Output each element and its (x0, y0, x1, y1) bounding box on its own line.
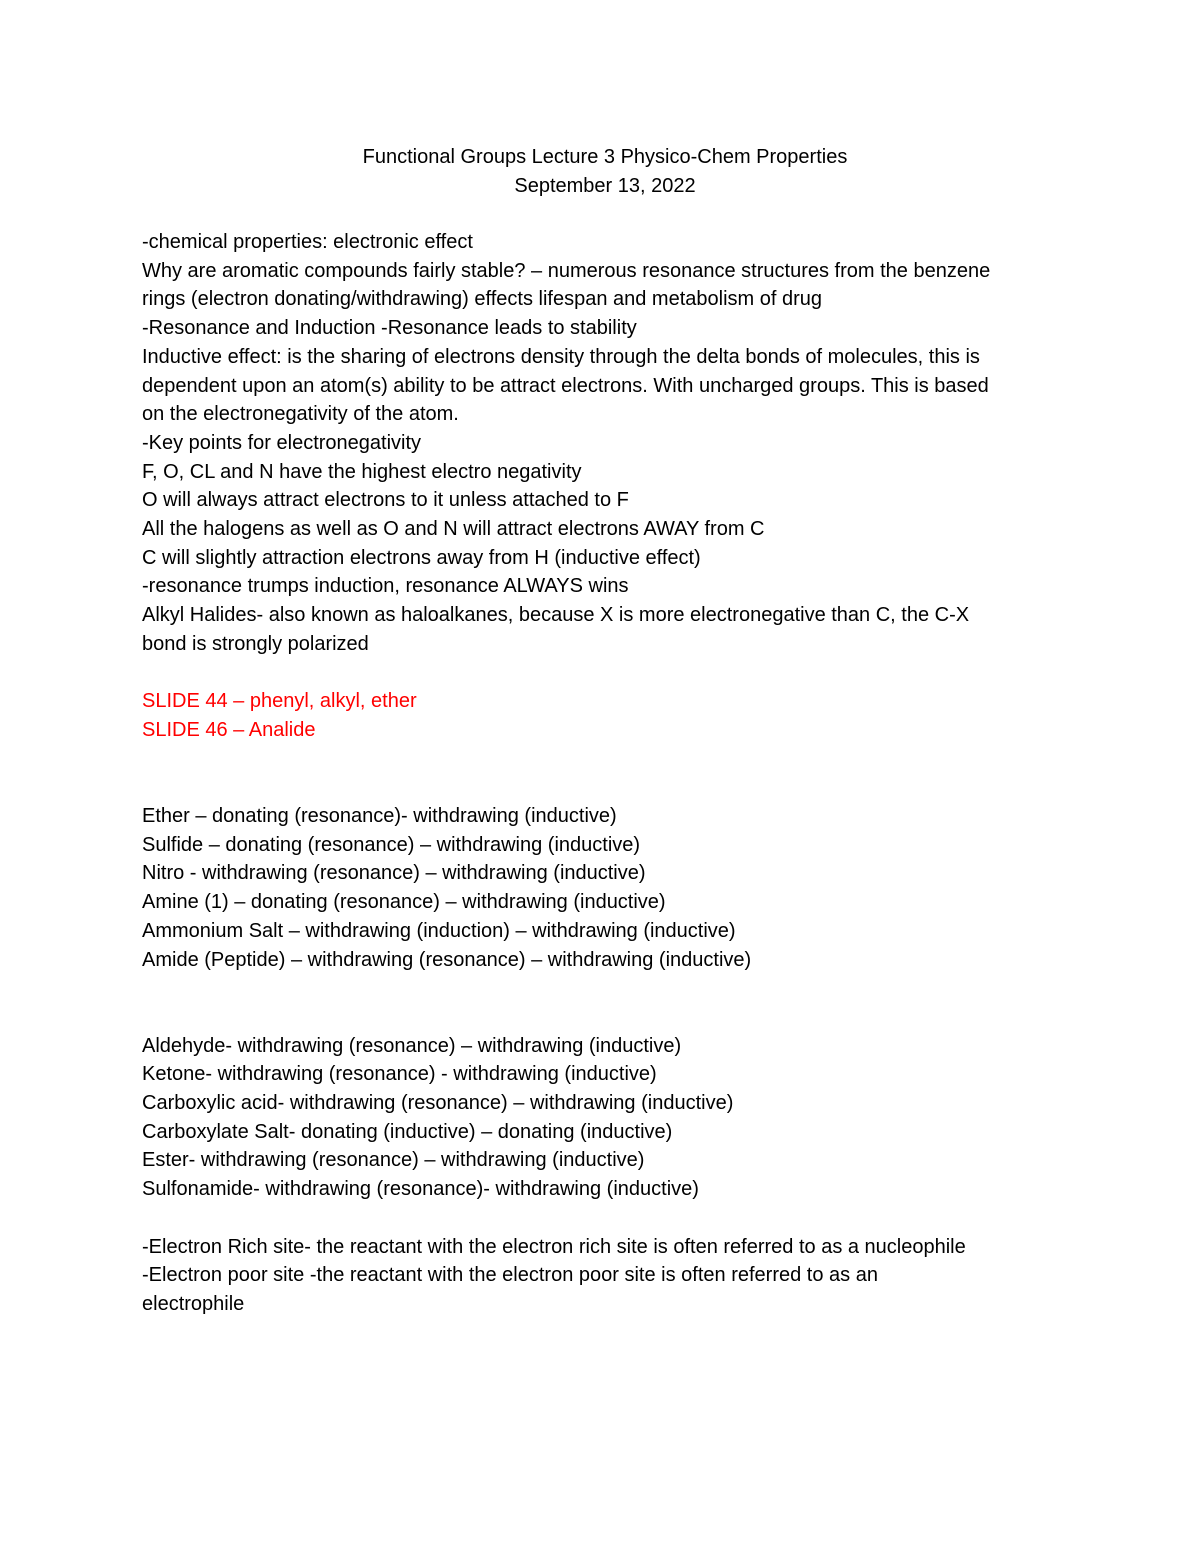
list-item: Amine (1) – donating (resonance) – withdrawing (inductive) (142, 891, 666, 914)
intro-line: -Resonance and Induction -Resonance leads to stability (142, 317, 637, 340)
site-line: -Electron Rich site- the reactant with the electron rich site is often referred to as a nucleophile (142, 1235, 966, 1258)
intro-line: -chemical properties: electronic effect (142, 231, 473, 253)
intro-line: C will slightly attraction electrons away from H (inductive effect) (142, 546, 701, 569)
electron-site-section (142, 1233, 1072, 1319)
spacer (142, 1204, 1072, 1233)
intro-line: bond is strongly polarized (142, 632, 369, 655)
document-title: Functional Groups Lecture 3 Physico-Chem Properties (362, 146, 848, 168)
intro-line: -Key points for electronegativity (142, 431, 422, 454)
document-header (0, 143, 1200, 200)
intro-line: on the electronegativity of the atom. (142, 403, 459, 426)
list-item: Carboxylate Salt- donating (inductive) – donating (inductive) (142, 1120, 673, 1143)
list-item: Carboxylic acid- withdrawing (resonance) – withdrawing (inductive) (142, 1092, 734, 1115)
intro-line: Inductive effect: is the sharing of electrons density through the delta bonds of molecules, this is (142, 345, 980, 368)
list-item: Ammonium Salt – withdrawing (induction) – withdrawing (inductive) (142, 919, 736, 942)
intro-line: F, O, CL and N have the highest electro negativity (142, 460, 582, 483)
intro-line: -resonance trumps induction, resonance ALWAYS wins (142, 575, 629, 598)
intro-section (142, 228, 1072, 659)
intro-line: rings (electron donating/withdrawing) effects lifespan and metabolism of drug (142, 288, 822, 311)
list-item: Aldehyde- withdrawing (resonance) – withdrawing (inductive) (142, 1034, 682, 1057)
list-item: Ketone- withdrawing (resonance) - withdrawing (inductive) (142, 1063, 657, 1086)
document-date: September 13, 2022 (514, 174, 696, 197)
spacer (142, 974, 1072, 1031)
intro-line: Why are aromatic compounds fairly stable? – numerous resonance structures from the benzene (142, 259, 991, 282)
document-body (142, 228, 1072, 1319)
list-item: Amide (Peptide) – withdrawing (resonance) – withdrawing (inductive) (142, 948, 752, 971)
intro-line: dependent upon an atom(s) ability to be attract electrons. With uncharged groups. This is based (142, 374, 989, 397)
slide-reference: SLIDE 46 – Analide (142, 718, 316, 741)
list-item: Ether – donating (resonance)- withdrawing (inductive) (142, 805, 617, 828)
list-item: Sulfonamide- withdrawing (resonance)- withdrawing (inductive) (142, 1178, 699, 1201)
slide-references (142, 687, 1072, 744)
list-item: Sulfide – donating (resonance) – withdrawing (inductive) (142, 833, 641, 856)
functional-group-list-1 (142, 802, 1072, 974)
list-item: Ester- withdrawing (resonance) – withdrawing (inductive) (142, 1149, 645, 1172)
site-line: electrophile (142, 1292, 245, 1315)
intro-line: Alkyl Halides- also known as haloalkanes, because X is more electronegative than C, the C-X (142, 604, 970, 627)
spacer (142, 745, 1072, 802)
intro-line: O will always attract electrons to it unless attached to F (142, 489, 629, 512)
slide-reference: SLIDE 44 – phenyl, alkyl, ether (142, 690, 417, 713)
functional-group-list-2 (142, 1032, 1072, 1204)
list-item: Nitro - withdrawing (resonance) – withdrawing (inductive) (142, 862, 646, 885)
intro-line: All the halogens as well as O and N will attract electrons AWAY from C (142, 518, 765, 541)
site-line: -Electron poor site -the reactant with the electron poor site is often referred to as an (142, 1264, 878, 1287)
spacer (142, 659, 1072, 688)
